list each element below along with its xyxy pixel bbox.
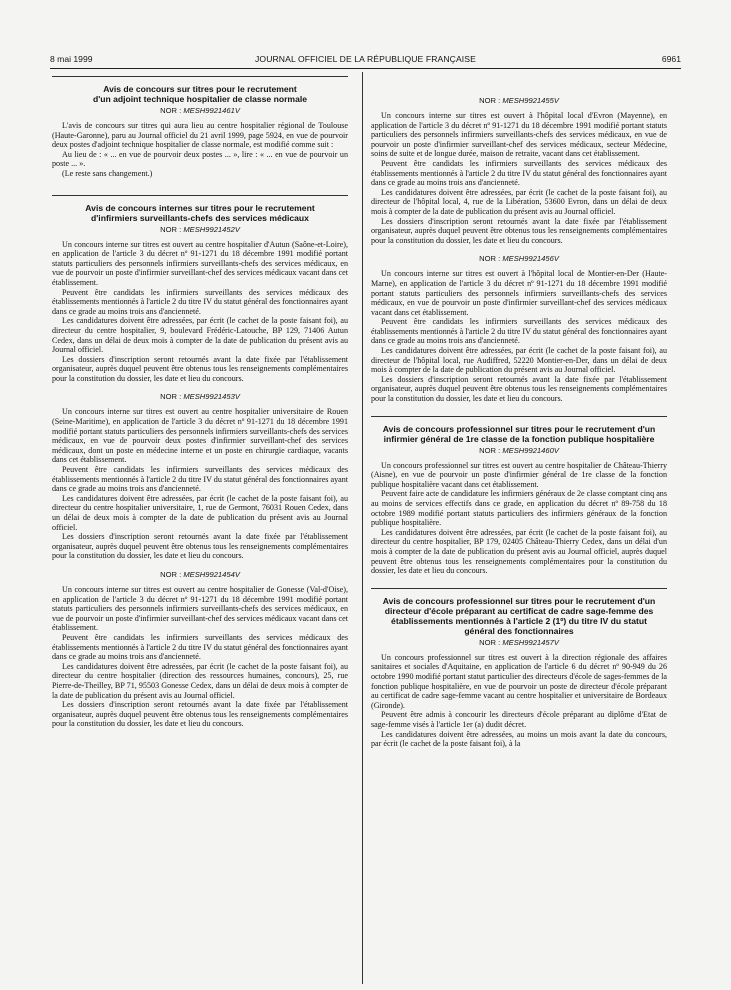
notice-title: Avis de concours professionnel sur titres pour le recrutement d'un directeur d'école préparant au certificat de cadre sage-femme des établissements mentionnés à l'article 2 (1º) du titre IV du statut général des fonctionnaires bbox=[382, 595, 656, 636]
paragraph: Peuvent être admis à concourir les directeurs d'école préparant au diplôme d'Etat de sage-femme visés à l'article 1er (a) dudit décret. bbox=[371, 710, 667, 729]
paragraph: Un concours interne sur titres est ouvert au centre hospitalier universitaire de Rouen (Seine-Maritime), en application de l'article 3 du décret nº 91-1271 du 18 décembre 1991 modifié portant statuts particuliers des personnels infirmiers surveillants-chefs des services médicaux, en vue de pourvoir deux postes d'infirmier surveillant-chef des services médicaux, dont un poste en médecine interne et un poste en chirurgie cardiaque, vacants dans cet établissement. bbox=[52, 407, 348, 465]
journal-title: JOURNAL OFFICIEL DE LA RÉPUBLIQUE FRANÇAISE bbox=[255, 54, 476, 64]
left-column bbox=[52, 74, 348, 986]
paragraph: Peuvent être candidats les infirmiers surveillants des services médicaux des établissements mentionnés à l'article 2 du titre IV du statut général des fonctionnaires ayant dans ce grade au moins trois ans d'ancienneté. bbox=[52, 465, 348, 494]
notice-evron bbox=[371, 96, 667, 245]
notice-rouen bbox=[52, 392, 348, 561]
notice-separator bbox=[371, 416, 667, 417]
notice-separator bbox=[52, 76, 348, 77]
paragraph: Les dossiers d'inscription seront retournés avant la date fixée par l'établissement organisateur, auprès duquel peuvent être obtenus tous les renseignements complémentaires pour la constitution du dossier, les date et lieu du concours. bbox=[52, 700, 348, 729]
paragraph: Les candidatures doivent être adressées, par écrit (le cachet de la poste faisant foi), au directeur de l'hôpital local, rue Audiffred, 52220 Montier-en-Der, dans un délai de deux mois à compter de la date de publication du présent avis au Journal officiel. bbox=[371, 346, 667, 375]
paragraph: Les candidatures doivent être adressées, au moins un mois avant la date du concours, par écrit (le cachet de la poste faisant foi), à la bbox=[371, 729, 667, 749]
notice-directeur-ecole bbox=[371, 596, 667, 749]
paragraph: Les dossiers d'inscription seront retournés avant la date fixée par l'établissement organisateur, auprès duquel peuvent être obtenus tous les renseignements complémentaires pour la constitution du dossier, les date et lieu du concours. bbox=[52, 532, 348, 561]
nor-reference: NOR : MESH9921452V bbox=[160, 224, 240, 234]
notice-montier-en-der bbox=[371, 254, 667, 403]
notice-title: Avis de concours sur titres pour le recrutement d'un adjoint technique hospitalier de classe normale bbox=[92, 84, 308, 104]
nor-reference: NOR : MESH9921461V bbox=[160, 106, 240, 115]
paragraph: Les candidatures doivent être adressées, par écrit (le cachet de la poste faisant foi), au directeur de l'hôpital local, 4, rue de la Libération, 53600 Evron, dans un délai de deux mois à compter de la date de publication du présent avis au Journal officiel. bbox=[371, 187, 667, 216]
notice-title: Avis de concours professionnel sur titres pour le recrutement d'un infirmier général de 1re classe de la fonction publique hospitalière bbox=[382, 423, 656, 444]
nor-reference: NOR : MESH9921454V bbox=[160, 569, 240, 579]
column-divider bbox=[362, 72, 363, 984]
notice-gonesse bbox=[52, 570, 348, 729]
paragraph: Un concours interne sur titres est ouvert au centre hospitalier de Gonesse (Val-d'Oise), en application de l'article 3 du décret nº 91-1271 du 18 décembre 1991 modifié portant statuts particuliers des personnels infirmiers surveillants-chefs des services médicaux, en vue de pourvoir un poste d'infirmier surveillant-chef des services médicaux vacant dans cet établissement. bbox=[52, 584, 348, 633]
page-header bbox=[50, 54, 681, 69]
nor-reference: NOR : MESH9921457V bbox=[479, 637, 559, 647]
paragraph: Peuvent être candidats les infirmiers surveillants des services médicaux des établissements mentionnés à l'article 2 du titre IV du statut général des fonctionnaires ayant dans ce grade au moins trois ans d'ancienneté. bbox=[52, 632, 348, 662]
notice-surveillants-chefs bbox=[52, 203, 348, 384]
paragraph: Au lieu de : « ... en vue de pourvoir deux postes ... », lire : « ... en vue de pourvoir un poste ... ». bbox=[52, 149, 348, 169]
issue-date: 8 mai 1999 bbox=[50, 54, 93, 64]
paragraph: Peuvent être candidats les infirmiers surveillants des services médicaux des établissements mentionnés à l'article 2 du titre IV du statut général des fonctionnaires ayant dans ce grade au moins trois ans d'ancienneté. bbox=[52, 287, 348, 316]
notice-title: Avis de concours internes sur titres pour le recrutement d'infirmiers surveillants-chefs des services médicaux bbox=[85, 202, 315, 223]
paragraph: Un concours professionnel sur titres est ouvert au centre hospitalier de Château-Thierry (Aisne), en vue de pourvoir un poste d'infirmier général de 1re classe de la fonction publique hospitalière vacant dans cet établissement. bbox=[371, 460, 667, 489]
paragraph: Les candidatures doivent être adressées, par écrit (le cachet de la poste faisant foi), au directeur du centre hospitalier, BP 179, 02405 Château-Thierry Cedex, dans un délai d'un mois à compter de la date de publication du présent avis au Journal officiel, auprès duquel peuvent être obtenus tous les renseignements complémentaires pour la constitution du dossier, les date et lieu du concours. bbox=[371, 527, 667, 576]
paragraph: Peuvent être candidats les infirmiers surveillants des services médicaux des établissements mentionnés à l'article 2 du titre IV du statut général des fonctionnaires ayant dans ce grade au moins trois ans d'ancienneté. bbox=[371, 158, 667, 188]
notice-infirmier-general bbox=[371, 424, 667, 576]
notice-separator bbox=[52, 195, 348, 196]
right-column bbox=[371, 74, 667, 986]
paragraph: Un concours professionnel sur titres est ouvert à la direction régionale des affaires sanitaires et sociales d'Aquitaine, en application de l'article 6 du décret nº 90-949 du 26 octobre 1990 modifié portant statut particulier des directeurs d'école de sages-femmes de la fonction publique hospitalière, en vue de pourvoir un poste de directeur d'école préparant au certificat de cadre sage-femme vacant au centre hospitalier et universitaire de Bordeaux (Gironde). bbox=[371, 652, 667, 710]
paragraph: Un concours interne sur titres est ouvert à l'hôpital local d'Evron (Mayenne), en application de l'article 3 du décret nº 91-1271 du 18 décembre 1991 modifié portant statuts particuliers des personnels infirmiers surveillants-chefs des services médicaux, en vue de pourvoir un poste d'infirmier surveillant-chef des services médicaux, secteur Médecine, soins de suite et de longue durée, maison de retraite, vacant dans cet établissement. bbox=[371, 111, 667, 159]
paragraph: Un concours interne sur titres est ouvert au centre hospitalier d'Autun (Saône-et-Loire), en application de l'article 3 du décret nº 91-1271 du 18 décembre 1991 modifié portant statuts particuliers des personnels infirmiers surveillants-chefs des services médicaux, en vue de pourvoir un poste d'infirmier surveillant-chef des services médicaux vacant dans cet établissement. bbox=[52, 239, 348, 287]
paragraph: L'avis de concours sur titres qui aura lieu au centre hospitalier régional de Toulouse (Haute-Garonne), paru au Journal officiel du 21 avril 1999, page 5924, en vue de pourvoir deux postes d'adjoint technique hospitalier de classe normale, est modifié comme suit : bbox=[52, 121, 348, 150]
paragraph: Les dossiers d'inscription seront retournés avant la date fixée par l'établissement organisateur, auprès duquel peuvent être obtenus tous les renseignements complémentaires pour la constitution du dossier, les date et lieu du concours. bbox=[371, 374, 667, 404]
notice-separator bbox=[371, 588, 667, 589]
paragraph: Peuvent être candidats les infirmiers surveillants des services médicaux des établissements mentionnés à l'article 2 du titre IV du statut général des fonctionnaires ayant dans ce grade au moins trois ans d'ancienneté. bbox=[371, 317, 667, 346]
nor-reference: NOR : MESH9921456V bbox=[479, 254, 559, 264]
notice-adjoint-technique bbox=[52, 84, 348, 179]
paragraph: (Le reste sans changement.) bbox=[62, 168, 153, 178]
nor-reference: NOR : MESH9921453V bbox=[160, 392, 240, 402]
paragraph: Les candidatures doivent être adressées, par écrit (le cachet de la poste faisant foi), au directeur du centre hospitalier universitaire, 1, rue de Germont, 76031 Rouen Cedex, dans un délai de deux mois à compter de la date de publication du présent avis au Journal officiel. bbox=[52, 493, 348, 532]
paragraph: Les dossiers d'inscription seront retournés avant la date fixée par l'établissement organisateur, auprès duquel peuvent être obtenus tous les renseignements complémentaires pour la constitution du dossier, les date et lieu du concours. bbox=[52, 354, 348, 383]
nor-reference: NOR : MESH9921455V bbox=[479, 96, 559, 105]
page-number: 6961 bbox=[661, 54, 681, 64]
paragraph: Les candidatures doivent être adressées, par écrit (le cachet de la poste faisant foi), au directeur du centre hospitalier, 9, boulevard Frédéric-Latouche, BP 129, 71406 Autun Cedex, dans un délai de deux mois à compter de la date de publication du présent avis au Journal officiel. bbox=[52, 316, 348, 355]
paragraph: Un concours interne sur titres est ouvert à l'hôpital local de Montier-en-Der (Haute-Marne), en application de l'article 3 du décret nº 91-1271 du 18 décembre 1991 modifié portant statuts particuliers des personnels infirmiers surveillants-chefs des services médicaux, en vue de pourvoir un poste d'infirmier surveillant-chef des services médicaux vacant dans cet établissement. bbox=[371, 269, 667, 317]
paragraph: Les dossiers d'inscription seront retournés avant la date fixée par l'établissement organisateur, auprès duquel peuvent être obtenus tous les renseignements complémentaires pour la constitution du dossier, les date et lieu du concours. bbox=[371, 216, 667, 245]
nor-reference: NOR : MESH9921460V bbox=[479, 445, 559, 455]
paragraph: Peuvent faire acte de candidature les infirmiers généraux de 2e classe comptant cinq ans au moins de services effectifs dans ce grade, en application du décret nº 89-758 du 18 octobre 1989 modifié portant statuts particuliers des infirmiers généraux de la fonction publique hospitalière. bbox=[371, 489, 667, 528]
paragraph: Les candidatures doivent être adressées, par écrit (le cachet de la poste faisant foi), au directeur du centre hospitalier (direction des ressources humaines, concours), 25, rue Pierre-de-Theilley, BP 71, 95503 Gonesse Cedex, dans un délai de deux mois à compter de la date de publication du présent avis au Journal officiel. bbox=[52, 661, 348, 700]
